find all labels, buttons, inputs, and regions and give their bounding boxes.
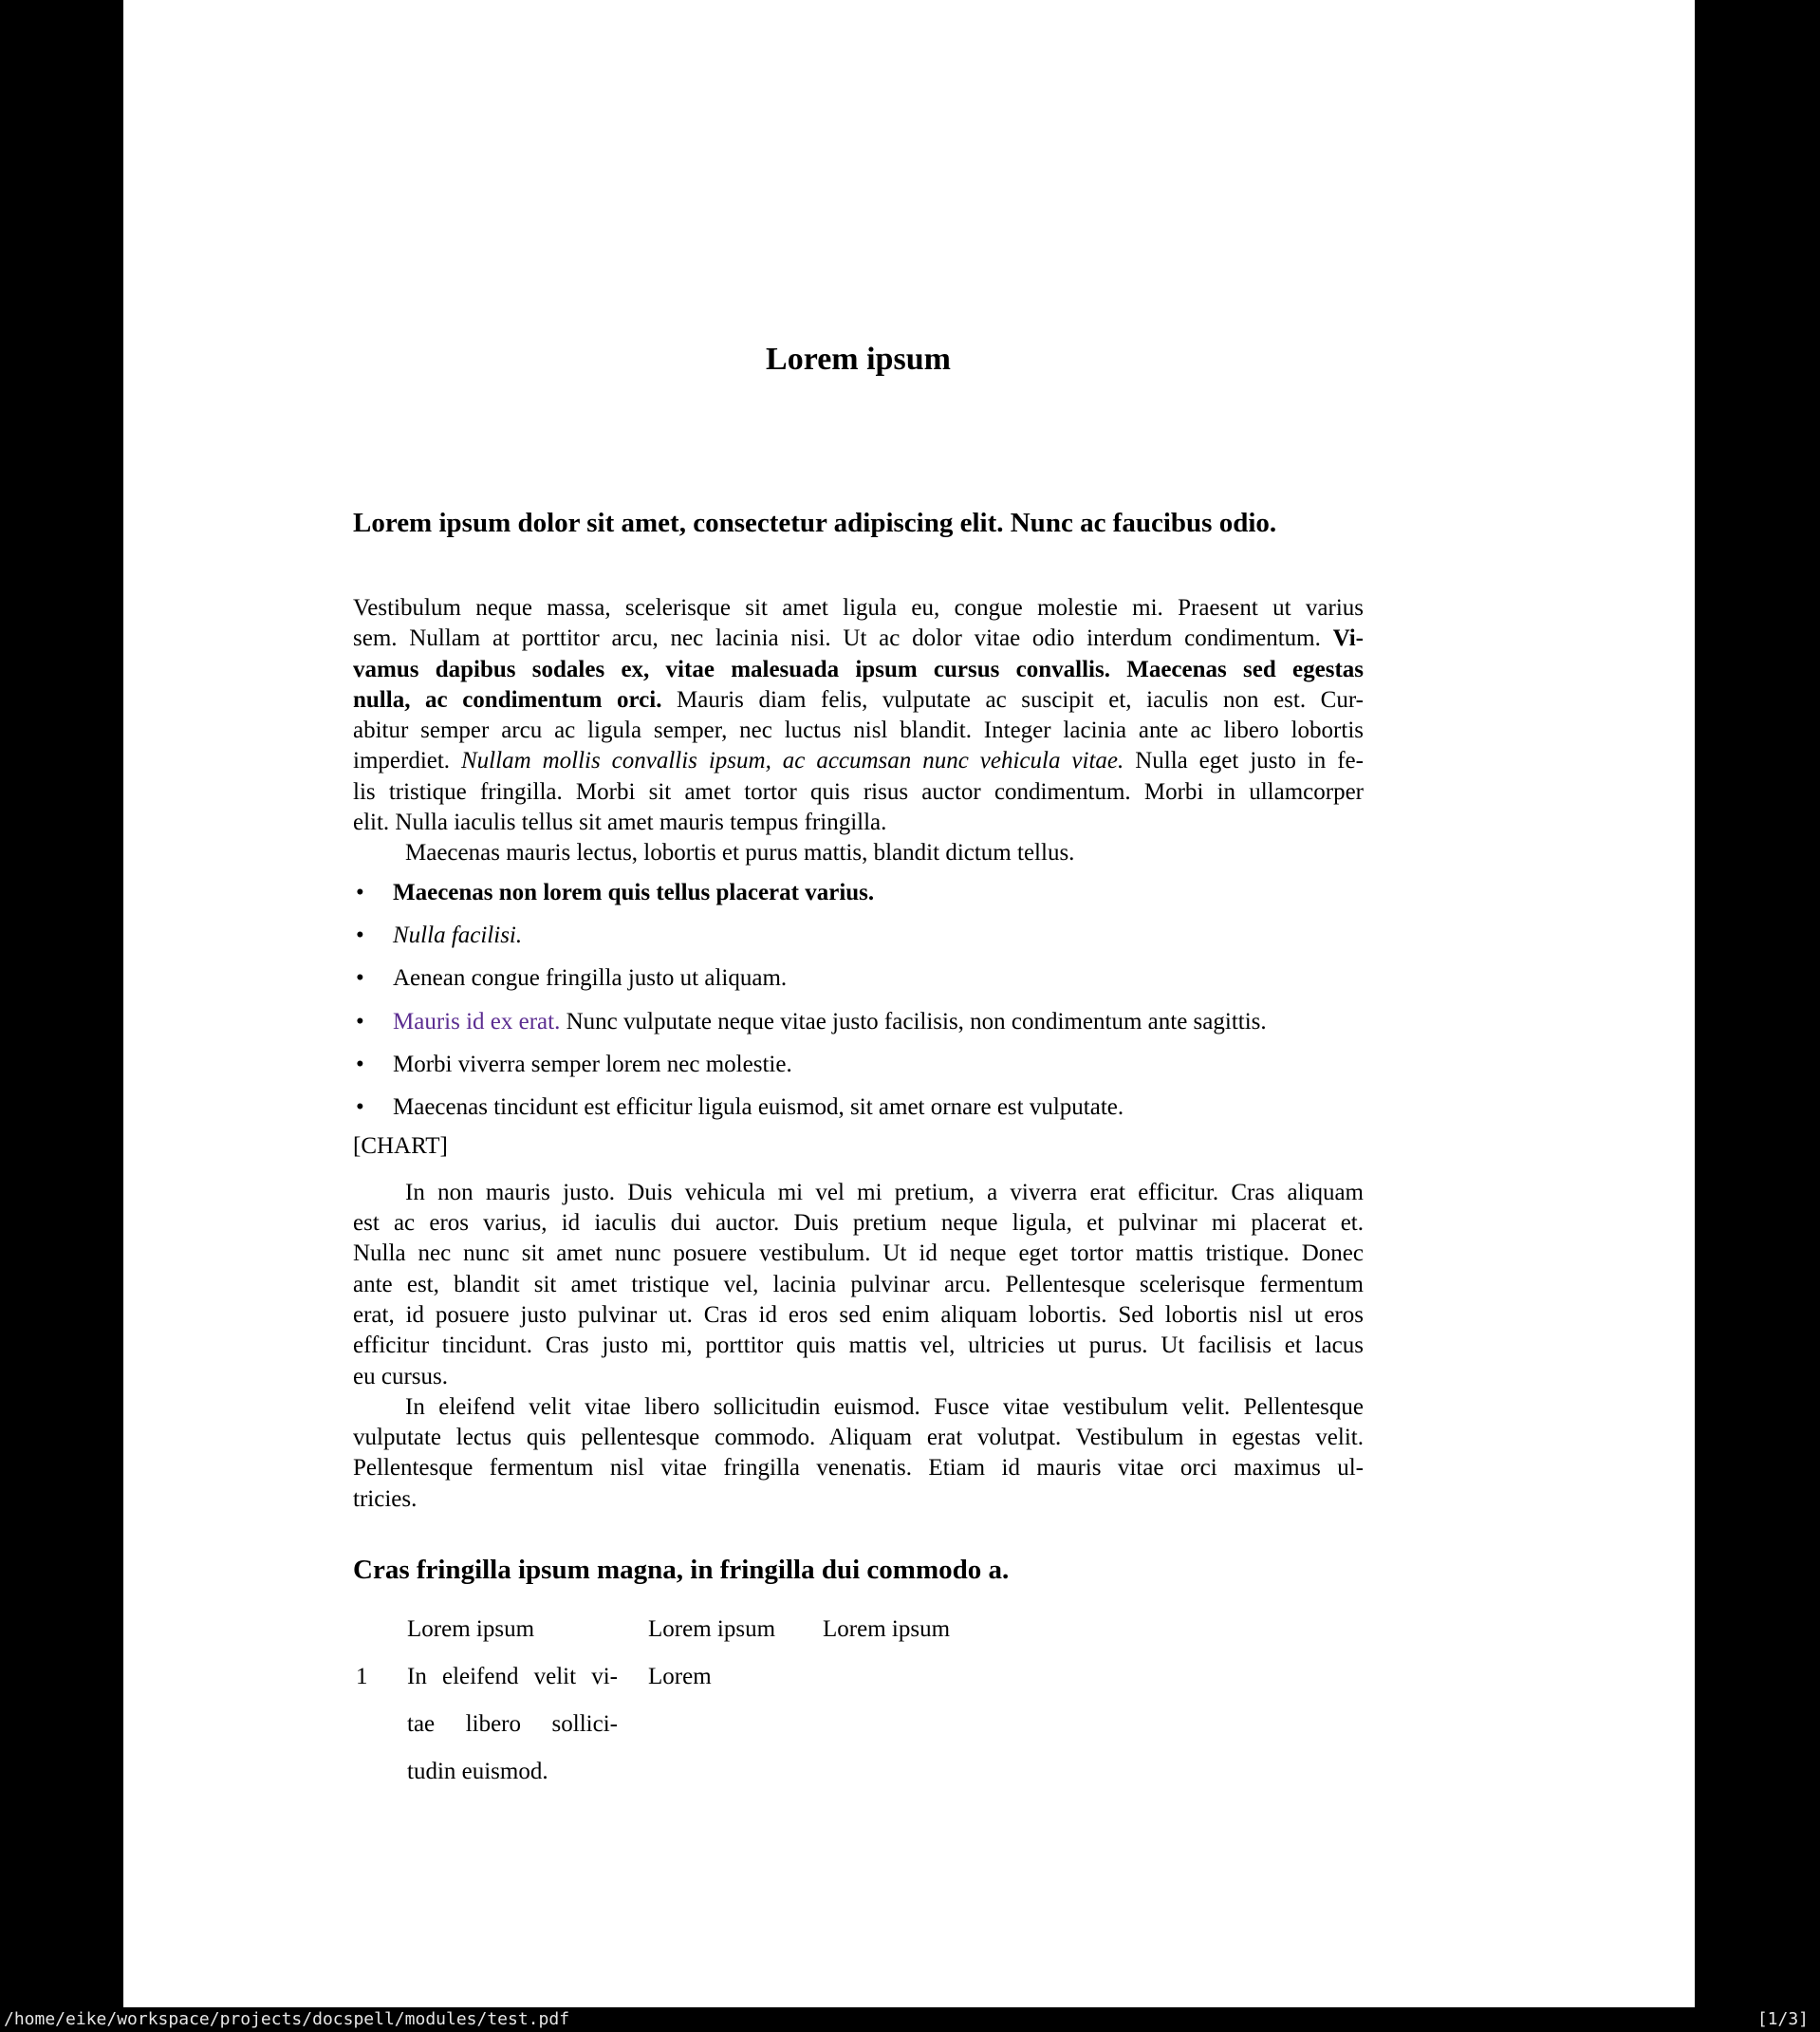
bullet-text-italic: Nulla facilisi.	[393, 922, 523, 948]
bullet-icon: •	[356, 879, 364, 905]
text-line: eu cursus.	[353, 1363, 448, 1389]
cell-text-line: tudin euismod.	[407, 1759, 548, 1785]
text-line: est ac eros varius, id iaculis dui auctor. Duis pretium neque ligula, et pulvinar mi placerat et.	[353, 1210, 1364, 1237]
text-segment-bold: Vi-	[1332, 625, 1364, 652]
text-line: erat, id posuere justo pulvinar ut. Cras id eros sed enim aliquam lobortis. Sed lobortis nisl ut eros	[353, 1301, 1364, 1328]
text-line: efficitur tincidunt. Cras justo mi, porttitor quis mattis vel, ultricies ut purus. Ut facilisis et lacus	[353, 1333, 1364, 1359]
cell-text-line: In eleifend velit vi-	[407, 1664, 618, 1690]
subsection-heading: Cras fringilla ipsum magna, in fringilla dui commodo a.	[353, 1555, 1010, 1586]
text-line: vamus dapibus sodales ex, vitae malesuada ipsum cursus convallis. Maecenas sed egestas	[353, 656, 1364, 682]
table-header-cell: Lorem ipsum	[648, 1616, 776, 1643]
text-line	[353, 685, 1364, 716]
text-line: ante est, blandit sit amet tristique vel, lacinia pulvinar arcu. Pellentesque scelerisque fermentum	[353, 1271, 1364, 1297]
bullet-icon: •	[356, 922, 364, 948]
file-path: /home/eike/workspace/projects/docspell/modules/test.pdf	[4, 2009, 570, 2029]
bullet-icon: •	[356, 1008, 364, 1035]
text-line: Nulla nec nunc sit amet nunc posuere vestibulum. Ut id neque eget tortor mattis tristique. Donec	[353, 1240, 1364, 1267]
table-header-row	[353, 1606, 1364, 1653]
table-cell	[407, 1653, 648, 1796]
paragraph-3	[353, 1178, 1364, 1392]
list-item	[353, 1092, 1364, 1123]
text-segment: Nulla eget justo in fe-	[1124, 748, 1364, 774]
text-segment: imperdiet.	[353, 748, 461, 774]
text-line: lis tristique fringilla. Morbi sit amet tortor quis risus auctor condimentum. Morbi in ullamcorper	[353, 778, 1364, 805]
bullet-icon: •	[356, 965, 364, 992]
text-line: In non mauris justo. Duis vehicula mi vel mi pretium, a viverra erat efficitur. Cras aliquam	[405, 1179, 1364, 1205]
text-line	[353, 624, 1364, 654]
paragraph-2: Maecenas mauris lectus, lobortis et purus mattis, blandit dictum tellus.	[405, 840, 1075, 867]
list-item	[353, 921, 1364, 951]
bullet-text: Morbi viverra semper lorem nec molestie.	[393, 1051, 792, 1077]
bullet-icon: •	[356, 1094, 364, 1121]
data-table	[353, 1606, 1364, 1796]
text-segment: Mauris diam felis, vulputate ac suscipit et, iaculis non est. Cur-	[661, 686, 1364, 713]
document-title: Lorem ipsum	[766, 342, 951, 377]
list-item	[353, 1050, 1364, 1080]
paragraph-1	[353, 593, 1364, 838]
text-line: Vestibulum neque massa, scelerisque sit amet ligula eu, congue molestie mi. Praesent ut varius	[353, 595, 1364, 621]
bullet-icon: •	[356, 1051, 364, 1077]
table-header-cell: Lorem ipsum	[407, 1616, 535, 1643]
list-item	[353, 878, 1364, 908]
row-number-cell: 1	[356, 1664, 368, 1690]
page-content	[353, 0, 1364, 1796]
bullet-text: Aenean congue fringilla justo ut aliquam.	[393, 965, 788, 992]
list-item	[353, 1007, 1364, 1037]
paragraph-4	[353, 1392, 1364, 1515]
page-indicator: [1/3]	[1756, 2009, 1809, 2029]
text-line: tricies.	[353, 1485, 418, 1512]
bullet-text-bold: Maecenas non lorem quis tellus placerat varius.	[393, 879, 875, 905]
cell-text-line: tae libero sollici-	[407, 1711, 618, 1738]
table-cell: Lorem	[648, 1664, 712, 1690]
bullet-list	[353, 878, 1364, 1124]
pdf-page[interactable]	[123, 0, 1695, 2007]
table-header-cell: Lorem ipsum	[823, 1616, 951, 1643]
text-line: abitur semper arcu ac ligula semper, nec luctus nisl blandit. Integer lacinia ante ac libero lobortis	[353, 718, 1364, 744]
text-line	[353, 746, 1364, 776]
chart-placeholder: [CHART]	[353, 1133, 448, 1160]
text-segment-bold: nulla, ac condimentum orci.	[353, 686, 662, 713]
bullet-text: Maecenas tincidunt est efficitur ligula euismod, sit amet ornare est vulputate.	[393, 1094, 1124, 1121]
text-segment-italic: Nullam mollis convallis ipsum, ac accumsan nunc vehicula vitae.	[461, 748, 1124, 774]
text-line: vulputate lectus quis pellentesque commodo. Aliquam erat volutpat. Vestibulum in egestas velit.	[353, 1425, 1364, 1451]
text-line: elit. Nulla iaculis tellus sit amet mauris tempus fringilla.	[353, 810, 887, 836]
pdf-hyperlink[interactable]: Mauris id ex erat.	[393, 1008, 561, 1035]
text-segment: sem. Nullam at porttitor arcu, nec lacinia nisi. Ut ac dolor vitae odio interdum condimentum.	[353, 625, 1333, 652]
table-cell	[823, 1653, 1364, 1796]
text-line: In eleifend velit vitae libero sollicitudin euismod. Fusce vitae vestibulum velit. Pellentesque	[405, 1393, 1364, 1420]
table-row	[353, 1653, 1364, 1796]
list-item	[353, 963, 1364, 994]
bullet-text: Nunc vulputate neque vitae justo facilisis, non condimentum ante sagittis.	[560, 1008, 1267, 1035]
table-header-cell	[353, 1606, 407, 1653]
text-line: Pellentesque fermentum nisl vitae fringilla venenatis. Etiam id mauris vitae orci maximus ul-	[353, 1455, 1364, 1482]
status-bar	[0, 2007, 1820, 2032]
section-heading: Lorem ipsum dolor sit amet, consectetur adipiscing elit. Nunc ac faucibus odio.	[353, 508, 1277, 538]
